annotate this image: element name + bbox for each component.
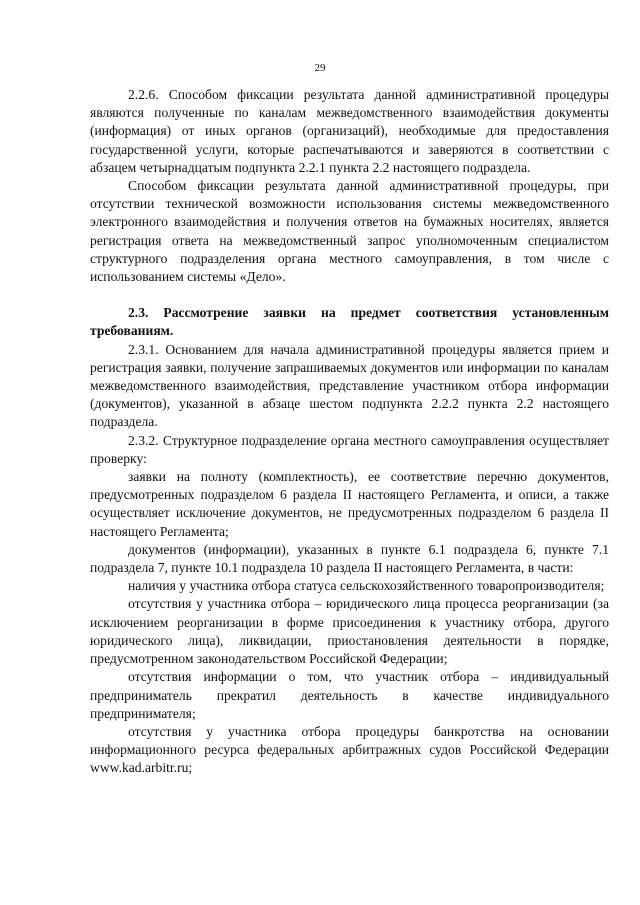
paragraph-2-3-1: 2.3.1. Основанием для начала административной процедуры является прием и регистрация заявки, получение запрашиваемых документов или информации по каналам межведомственного взаимодействия, представление участником отбора информации (документов), указанной в абзаце шестом подпункта 2.2.2 пункта 2.2 настоящего подраздела. xyxy=(90,341,609,430)
section-heading-2-3: 2.3. Рассмотрение заявки на предмет соответствия установленным требованиям. xyxy=(90,305,609,339)
paragraph-check-documents: документов (информации), указанных в пункте 6.1 подраздела 6, пункте 7.1 подраздела 7, пункте 10.1 подраздела 10 раздела II настоящего Регламента, в части: xyxy=(90,541,609,576)
paragraph-fixation-method: Способом фиксации результата данной административной процедуры, при отсутствии технической возможности использования системы межведомственного электронного взаимодействия и получения ответов на бумажных носителях, является регистрация ответа на межведомственный запрос уполномоченным специалистом структурного подразделения органа местного самоуправления, в том числе с использованием системы «Дело». xyxy=(90,178,609,285)
paragraph-entrepreneur-activity: отсутствия информации о том, что участник отбора – индивидуальный предприниматель прекратил деятельность в качестве индивидуального предпринимателя; xyxy=(90,669,609,721)
paragraph-2-2-6: 2.2.6. Способом фиксации результата данной административной процедуры являются полученные по каналам межведомственного взаимодействия документы (информация) от иных органов (организаций), необходимые для предоставления государственной услуги, которые распечатываются и заверяются в соответствии с абзацем четырнадцатым подпункта 2.2.1 пункта 2.2 настоящего подраздела. xyxy=(90,87,609,175)
paragraph-no-reorganization: отсутствия у участника отбора – юридического лица процесса реорганизации (за исключением реорганизации в форме присоединения к участнику отбора, другого юридического лица), ликвидации, приостановления деятельности в порядке, предусмотренном законодательством Российской Федерации; xyxy=(90,596,609,667)
paragraph-check-application: заявки на полноту (комплектность), ее соответствие перечню документов, предусмотренных подразделом 6 раздела II настоящего Регламента, и описи, а также осуществляет исключение документов, не предусмотренных подразделом 6 раздела II настоящего Регламента; xyxy=(90,469,609,539)
paragraph-producer-status: наличия у участника отбора статуса сельскохозяйственного товаропроизводителя; xyxy=(128,578,605,594)
paragraph-2-3-2: 2.3.2. Структурное подразделение органа местного самоуправления осуществляет проверку: xyxy=(90,432,609,466)
page-content xyxy=(90,61,609,778)
page-number: 29 xyxy=(314,62,326,74)
paragraph-no-bankruptcy: отсутствия у участника отбора процедуры банкротства на основании информационного ресурса федеральных арбитражных судов Российской Федерации www.kad.arbitr.ru; xyxy=(90,723,609,776)
